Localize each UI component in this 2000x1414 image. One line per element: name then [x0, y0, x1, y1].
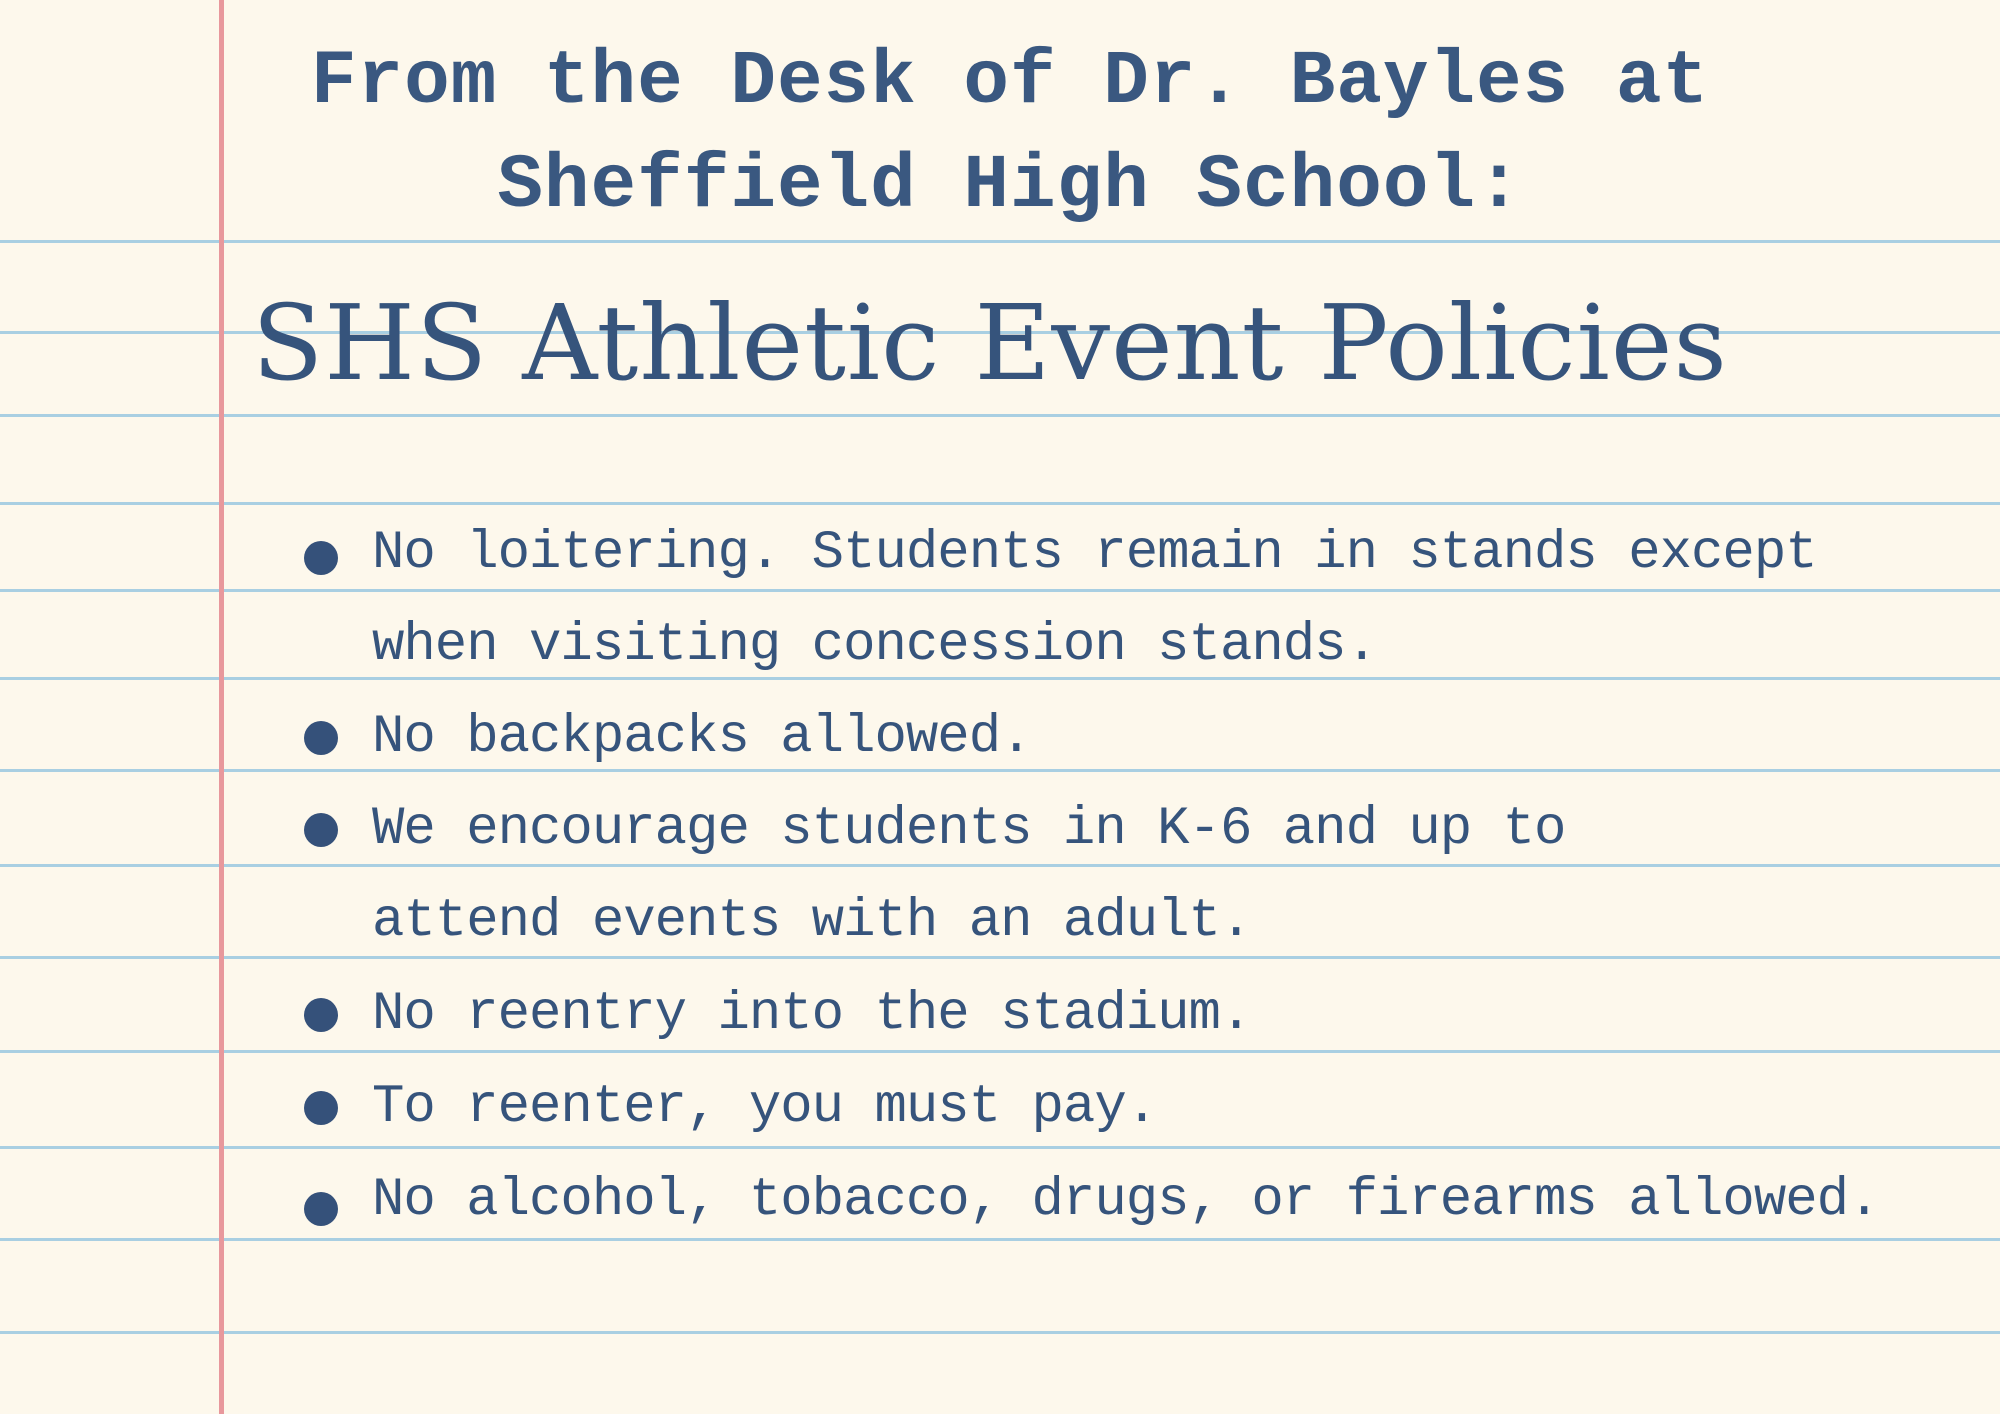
bullet-icon	[304, 1091, 338, 1125]
list-item	[372, 508, 1952, 692]
letterhead-line-1: From the Desk of Dr. Bayles at	[310, 39, 1710, 125]
policy-text-line-1: No backpacks allowed.	[372, 707, 1032, 768]
policy-text-line-2: attend events with an adult.	[372, 891, 1252, 952]
policy-text-line-2: when visiting concession stands.	[372, 615, 1377, 676]
bullet-icon	[304, 1192, 338, 1226]
margin-line	[219, 0, 224, 1414]
bullet-icon	[304, 998, 338, 1032]
policy-text-line-1: No loitering. Students remain in stands except	[372, 523, 1817, 584]
bullet-icon	[304, 721, 338, 755]
letterhead-line-2: Sheffield High School:	[497, 143, 1523, 229]
bullet-icon	[304, 813, 338, 847]
list-item	[372, 692, 1952, 784]
rule-line	[0, 502, 2000, 505]
bullet-icon	[304, 541, 338, 575]
page-title: SHS Athletic Event Policies	[252, 282, 1728, 404]
letterhead	[250, 30, 1770, 238]
list-item	[372, 1062, 1952, 1154]
rule-line	[0, 240, 2000, 243]
list-item	[372, 969, 1952, 1061]
rule-line	[0, 1331, 2000, 1334]
rule-line	[0, 414, 2000, 417]
policy-text-line-1: No reentry into the stadium.	[372, 984, 1252, 1045]
list-item	[372, 1155, 1952, 1247]
policy-text-line-1: To reenter, you must pay.	[372, 1077, 1158, 1138]
policy-text-line-1: We encourage students in K-6 and up to	[372, 799, 1566, 860]
list-item	[372, 784, 1952, 968]
policy-text-line-1: No alcohol, tobacco, drugs, or firearms allowed.	[372, 1170, 1880, 1231]
